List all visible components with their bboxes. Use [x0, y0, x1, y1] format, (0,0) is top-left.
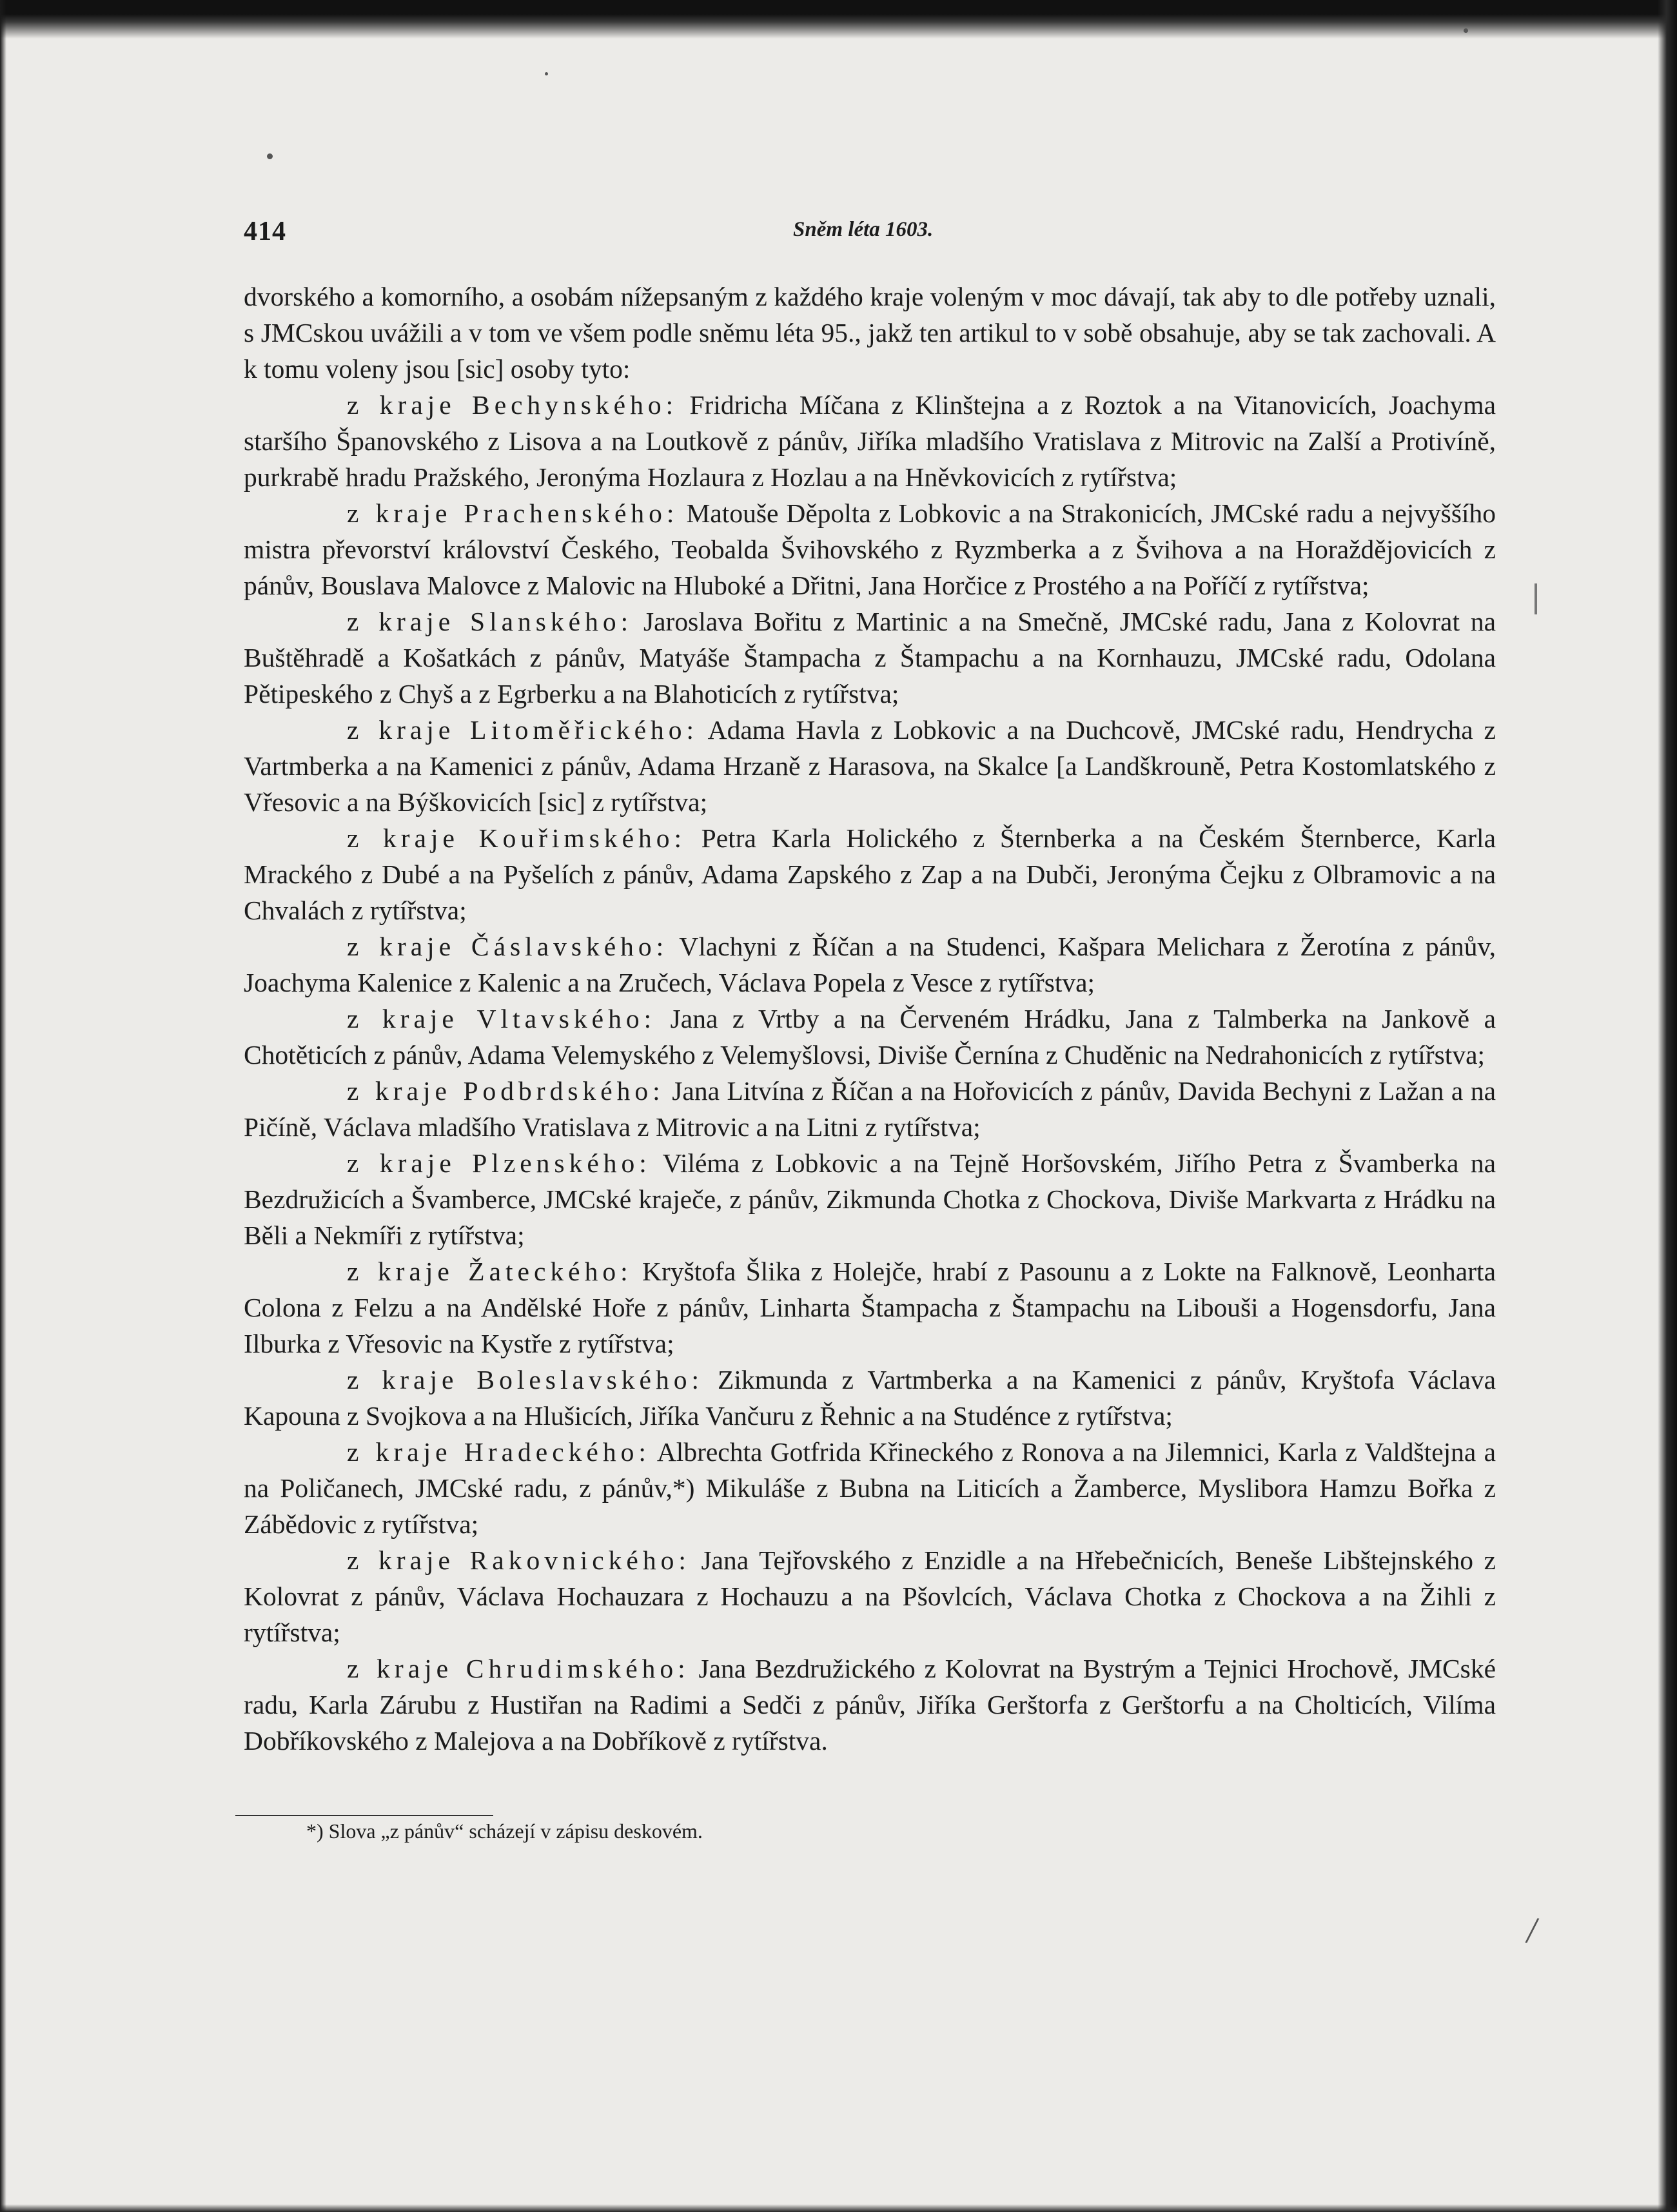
district-entry — [244, 1145, 1496, 1253]
district-name: z kraje Slanského: — [347, 607, 633, 636]
district-name: z kraje Boleslavského: — [347, 1365, 704, 1395]
district-entry — [244, 603, 1496, 712]
district-name: z kraje Prachenského: — [347, 498, 679, 528]
district-entry — [244, 1362, 1496, 1434]
district-entry — [244, 820, 1496, 928]
district-name: z kraje Bechynského: — [347, 390, 678, 420]
district-entry — [244, 387, 1496, 495]
page-number: 414 — [244, 217, 286, 246]
scan-edge-left — [0, 0, 6, 2212]
dust-speck — [267, 153, 273, 159]
margin-mark — [1535, 583, 1537, 614]
district-members: Jana Bezdružického z Kolovrat na Bystrým a Tejnici Hrochově, JMCské radu, Karla Zárubu z Hustiřan na Radimi a Sedči z pánův, Jiříka Gerštorfa z Gerštorfu a na Cholticích, Vilíma Dobříkovského z Malejova a na Dobříkově z rytířstva. — [244, 1654, 1496, 1756]
district-members: Jaroslava Bořitu z Martinic a na Smečně, JMCské radu, Jana z Kolovrat na Buštěhradě a Košatkách z pánův, Matyáše Štampacha z Štampachu a na Kornhauzu, JMCské radu, Odolana Pětipeského z Chyš a z Egrberku a na Blahoticích z rytířstva; — [244, 607, 1496, 709]
scan-edge-right — [1658, 0, 1677, 2212]
district-entry — [244, 1073, 1496, 1145]
scan-edge-bottom — [0, 2204, 1677, 2212]
district-entry — [244, 1253, 1496, 1362]
district-members: Petra Karla Holického z Šternberka a na Českém Šternberce, Karla Mrackého z Dubé a na Pyšelích z pánův, Adama Zapského z Zap a na Dubči, Jeronýma Čejku z Olbramovic a na Chvalách z rytířstva; — [244, 823, 1496, 925]
footnote-divider — [235, 1815, 493, 1816]
footnote: *) Slova „z pánův“ scházejí v zápisu deskovém. — [306, 1819, 703, 1843]
district-name: z kraje Plzenského: — [347, 1148, 651, 1178]
page-body — [244, 279, 1496, 1759]
district-name: z kraje Rakovnického: — [347, 1545, 691, 1575]
district-name: z kraje Čáslavského: — [347, 932, 669, 961]
district-members: Matouše Děpolta z Lobkovic a na Strakonicích, JMCské radu a nejvyššího mistra převorství království Českého, Teobalda Švihovského z Ryzmberka a z Švihova a na Horaždějovicích z pánův, Bouslava Malovce z Malovic na Hluboké a Dřitni, Jana Horčice z Prostého a na Poříčí z rytířstva; — [244, 498, 1496, 600]
district-entry — [244, 1542, 1496, 1650]
district-name: z kraje Vltavského: — [347, 1004, 656, 1033]
dust-speck — [1464, 28, 1468, 33]
district-members: Vlachyni z Říčan a na Studenci, Kašpara Melichara z Žerotína z pánův, Joachyma Kalenice z Kalenic a na Zručech, Václava Popela z Vesce z rytířstva; — [244, 932, 1496, 997]
dust-speck — [545, 72, 548, 75]
district-members: Kryštofa Šlika z Holejče, hrabí z Pasounu a z Lokte na Falknově, Leonharta Colona z Felzu a na Andělské Hoře z pánův, Linharta Štampacha z Štampachu na Libouši a Hogensdorfu, Jana Ilburka z Vřesovic na Kystře z rytířstva; — [244, 1257, 1496, 1358]
intro-paragraph: dvorského a komorního, a osobám nížepsaným z každého kraje voleným v moc dávají, tak aby to dle potřeby uznali, s JMCskou uvážili a v tom ve všem podle sněmu léta 95., jakž ten artikul to v sobě obsahuje, aby se tak zachovali. A k tomu voleny jsou [sic] osoby tyto: — [244, 282, 1496, 384]
district-members: Zikmunda z Vartmberka a na Kamenici z pánův, Kryštofa Václava Kapouna z Svojkova a na Hlušicích, Jiříka Vančuru z Řehnic a na Studénce z rytířstva; — [244, 1365, 1496, 1431]
district-members: Jana Litvína z Říčan a na Hořovicích z pánův, Davida Bechyni z Lažan a na Pičíně, Václava mladšího Vratislava z Mitrovic a na Litni z rytířstva; — [244, 1076, 1496, 1142]
district-name: z kraje Chrudimského: — [347, 1654, 690, 1683]
district-entry — [244, 712, 1496, 820]
running-title: Sněm léta 1603. — [793, 218, 934, 241]
district-name: z kraje Litoměřického: — [347, 715, 699, 745]
district-members: Adama Havla z Lobkovic a na Duchcově, JMCské radu, Hendrycha z Vartmberka a na Kamenici z pánův, Adama Hrzaně z Harasova, na Skalce [a Landškrouně, Petra Kostomlatského z Vřesovic a na Býškovicích [sic] z rytířstva; — [244, 715, 1496, 817]
district-entry — [244, 495, 1496, 603]
district-members: Albrechta Gotfrida Křineckého z Ronova a na Jilemnici, Karla z Valdštejna a na Poličanech, JMCské radu, z pánův,*) Mikuláše z Bubna na Liticích a Žamberce, Myslibora Hamzu Bořka z Zábědovic z rytířstva; — [244, 1437, 1496, 1539]
pencil-mark: / — [1524, 1908, 1541, 1952]
district-entry — [244, 928, 1496, 1001]
district-members: Viléma z Lobkovic a na Tejně Horšovském, Jiřího Petra z Švamberka na Bezdružicích a Švamberce, JMCské kraječe, z pánův, Zikmunda Chotka z Chockova, Diviše Markvarta z Hrádku na Běli a Nekmíři z rytířstva; — [244, 1148, 1496, 1250]
district-name: z kraje Žateckého: — [347, 1257, 633, 1286]
district-entry — [244, 1001, 1496, 1073]
district-members: Jana Tejřovského z Enzidle a na Hřebečnicích, Beneše Libštejnského z Kolovrat z pánův, Václava Hochauzara z Hochauzu a na Pšovlcích, Václava Chotka z Chockova a na Žihli z rytířstva; — [244, 1545, 1496, 1647]
district-members: Jana z Vrtby a na Červeném Hrádku, Jana z Talmberka na Jankově a Chotěticích z pánův, Adama Velemyského z Velemyšlovsi, Diviše Černína z Chuděnic na Nedrahonicích z rytířstva; — [244, 1004, 1496, 1070]
district-name: z kraje Kouřimského: — [347, 823, 687, 853]
district-members: Fridricha Míčana z Klinštejna a z Roztok a na Vitanovicích, Joachyma staršího Španovského z Lisova a na Loutkově z pánův, Jiříka mladšího Vratislava z Mitrovic na Zalší a Protivíně, purkrabě hradu Pražského, Jeronýma Hozlaura z Hozlau a na Hněvkovicích z rytířstva; — [244, 390, 1496, 492]
district-name: z kraje Hradeckého: — [347, 1437, 651, 1467]
scan-edge-top — [0, 0, 1677, 39]
district-entry — [244, 1434, 1496, 1542]
district-entry — [244, 1650, 1496, 1759]
district-name: z kraje Podbrdského: — [347, 1076, 665, 1106]
